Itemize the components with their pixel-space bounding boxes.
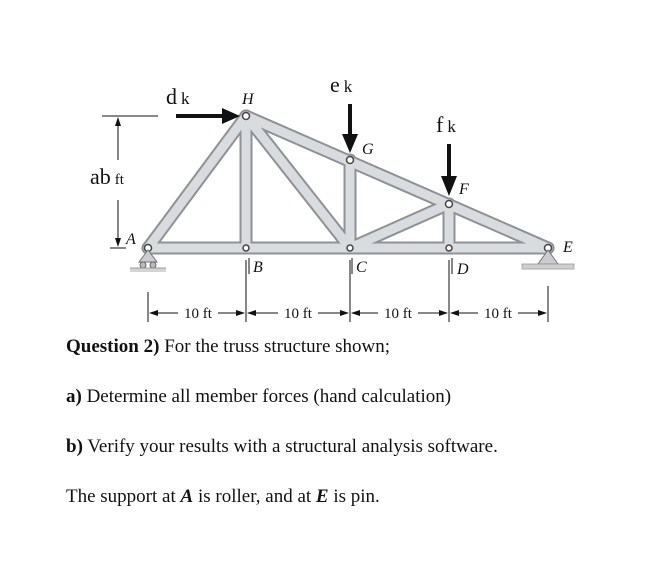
- joint-label-D: D: [457, 261, 469, 278]
- pin-H: [243, 113, 250, 120]
- load-label-e: e k: [330, 72, 353, 97]
- pin-B: [243, 245, 249, 251]
- span-label-4: 10 ft: [484, 306, 512, 322]
- arrow-f-head: [441, 176, 457, 196]
- joint-label-H: H: [242, 91, 254, 108]
- span-label-2: 10 ft: [284, 306, 312, 322]
- span-label-3: 10 ft: [384, 306, 412, 322]
- pin-C: [347, 245, 353, 251]
- load-label-f: f k: [436, 112, 456, 137]
- arrow-e-head: [342, 134, 358, 153]
- pin-D: [446, 245, 452, 251]
- joint-label-A: A: [126, 231, 136, 248]
- question-part-a: a) Determine all member forces (hand calculation): [66, 386, 452, 407]
- pin-G: [347, 157, 354, 164]
- question-title: Question 2) For the truss structure shown;: [66, 336, 391, 357]
- question-part-b: b) Verify your results with a structural analysis software.: [66, 436, 498, 457]
- load-label-d: d k: [166, 84, 190, 109]
- support-note: The support at A is roller, and at E is pin.: [66, 486, 380, 507]
- height-label: ab ft: [90, 164, 124, 189]
- joint-label-B: B: [253, 259, 263, 276]
- joint-label-F: F: [459, 181, 469, 198]
- joint-label-G: G: [362, 141, 374, 158]
- pin-F: [446, 201, 453, 208]
- span-label-1: 10 ft: [184, 306, 212, 322]
- joint-label-C: C: [356, 259, 367, 276]
- joint-label-E: E: [563, 239, 573, 256]
